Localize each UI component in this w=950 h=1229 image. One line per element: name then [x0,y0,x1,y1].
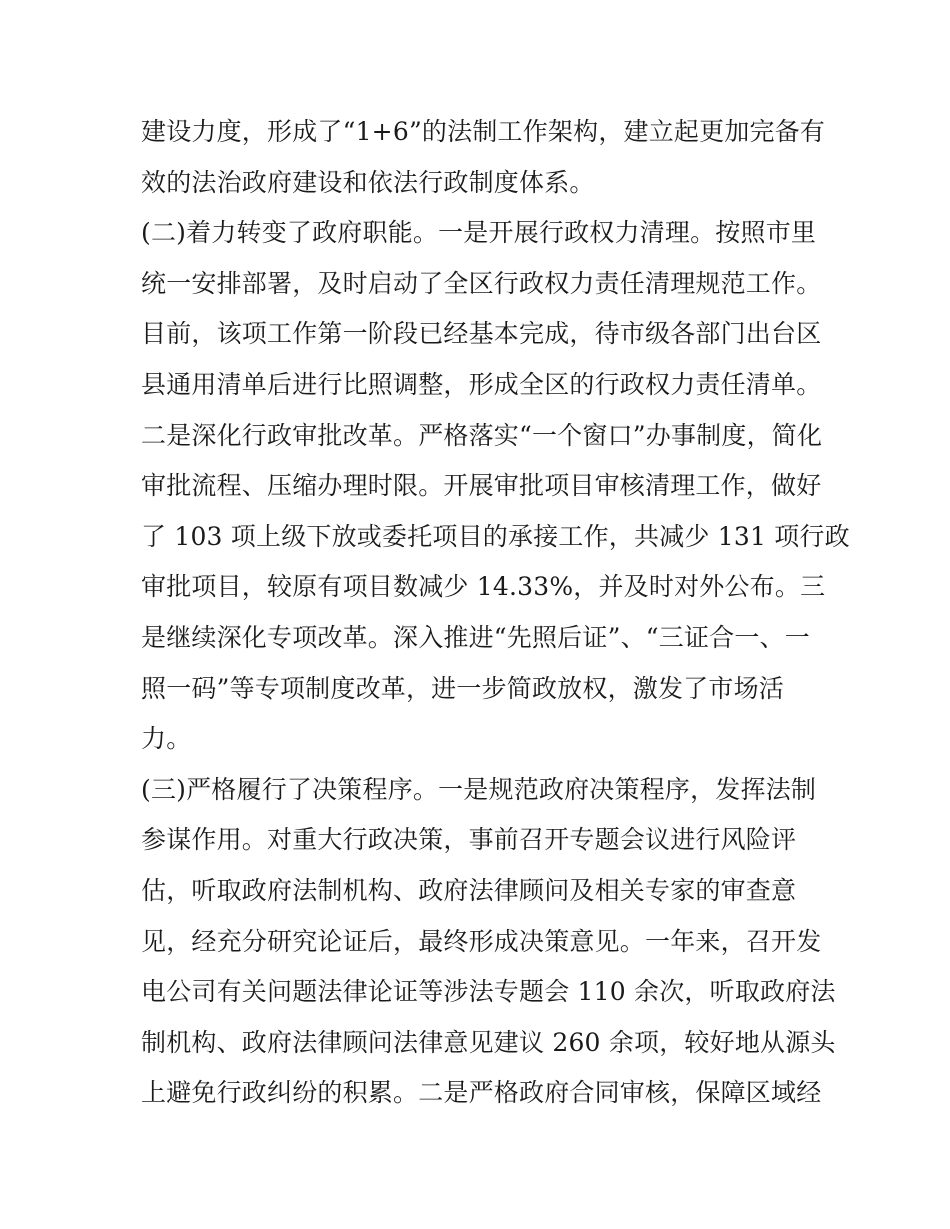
text-line: 审批项目，较原有项目数减少 14.33%，并及时对外公布。三 [141,572,826,602]
text-line: 见，经充分研究论证后，最终形成决策意见。一年来，召开发 [141,926,822,956]
text-line: 审批流程、压缩办理时限。开展审批项目审核清理工作，做好 [141,471,822,501]
text-line: 上避免行政纠纷的积累。二是严格政府合同审核，保障区域经 [141,1078,822,1108]
text-line: 照一码”等专项制度改革，进一步简政放权，激发了市场活 [141,673,784,703]
text-line: 二是深化行政审批改革。严格落实“一个窗口”办事制度，简化 [141,420,823,450]
text-line: 估，听取政府法制机构、政府法律顾问及相关专家的审查意 [141,875,797,905]
text-line: 力。 [141,724,192,754]
text-line: 统一安排部署，及时启动了全区行政权力责任清理规范工作。 [141,268,822,298]
body-text [141,107,850,1119]
text-line: 目前，该项工作第一阶段已经基本完成，待市级各部门出台区 [141,319,822,349]
text-line: 参谋作用。对重大行政决策，事前召开专题会议进行风险评 [141,825,797,855]
text-line: 电公司有关问题法律论证等涉法专题会 110 余次，听取政府法 [141,977,836,1007]
text-line: 了 103 项上级下放或委托项目的承接工作，共减少 131 项行政 [141,521,850,551]
text-line: 制机构、政府法律顾问法律意见建议 260 余项，较好地从源头 [141,1027,836,1057]
text-line: (三)严格履行了决策程序。一是规范政府决策程序，发挥法制 [141,774,817,804]
text-line: 建设力度，形成了“1+6”的法制工作架构，建立起更加完备有 [141,117,826,146]
text-line: 效的法治政府建设和依法行政制度体系。 [141,167,595,197]
text-line: (二)着力转变了政府职能。一是开展行政权力清理。按照市里 [141,218,817,248]
text-line: 是继续深化专项改革。深入推进“先照后证”、“三证合一、一 [141,622,810,652]
text-line: 县通用清单后进行比照调整，形成全区的行政权力责任清单。 [141,369,822,399]
